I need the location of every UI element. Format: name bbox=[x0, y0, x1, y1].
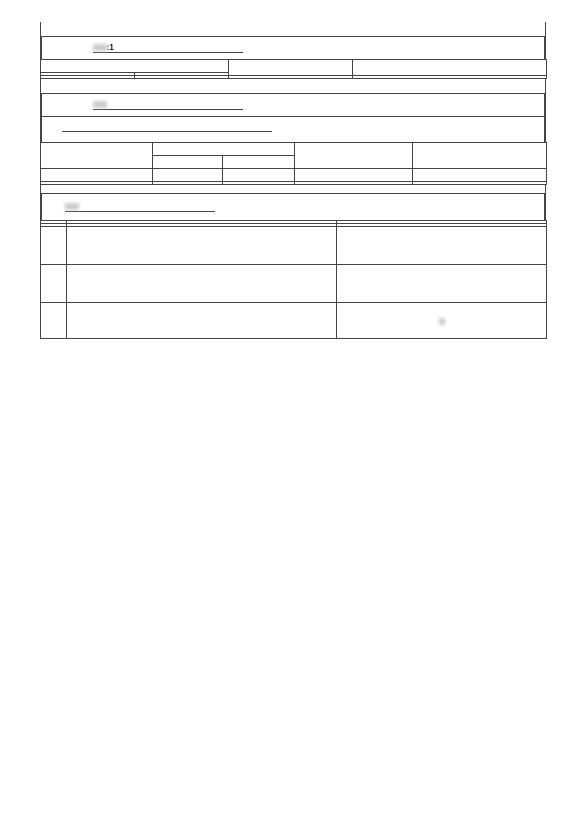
minmax-characteristic bbox=[67, 265, 337, 303]
section-2-title bbox=[41, 22, 545, 37]
col-num bbox=[153, 169, 223, 182]
redacted-mark bbox=[93, 101, 107, 108]
row-number bbox=[41, 227, 67, 265]
general-info-table bbox=[40, 220, 547, 339]
col-num bbox=[223, 169, 295, 182]
header-fix-description bbox=[413, 143, 547, 169]
redacted-mark bbox=[93, 44, 107, 51]
boundary-parts-table bbox=[40, 59, 547, 79]
document-page bbox=[40, 22, 546, 339]
section-2 bbox=[40, 22, 546, 59]
section-2-parcel-designation: :1 bbox=[41, 37, 545, 59]
section-3-account-number bbox=[41, 117, 545, 142]
area-characteristic bbox=[67, 227, 337, 265]
minmax-value bbox=[337, 265, 547, 303]
section-4 bbox=[40, 185, 546, 220]
area-value bbox=[337, 227, 547, 265]
section-3-title bbox=[41, 79, 545, 94]
cadastral-characteristic bbox=[67, 303, 337, 339]
row-number bbox=[41, 303, 67, 339]
col-num bbox=[413, 169, 547, 182]
header-coords bbox=[153, 143, 295, 156]
part-coordinates-table bbox=[40, 142, 547, 185]
row-number bbox=[41, 265, 67, 303]
header-y bbox=[223, 156, 295, 169]
header-x bbox=[153, 156, 223, 169]
redacted-mark bbox=[439, 318, 445, 325]
cadastral-value bbox=[337, 303, 547, 339]
col-num bbox=[41, 169, 153, 182]
header-part bbox=[41, 60, 229, 73]
section-4-parcel-designation bbox=[41, 194, 545, 220]
header-mt bbox=[295, 143, 413, 169]
header-points bbox=[41, 143, 153, 169]
header-length bbox=[229, 60, 353, 76]
section-4-title bbox=[41, 185, 545, 194]
redacted-mark bbox=[65, 203, 79, 210]
header-description bbox=[353, 60, 547, 76]
section-3-parcel-designation bbox=[41, 94, 545, 117]
section-3 bbox=[40, 79, 546, 142]
col-num bbox=[295, 169, 413, 182]
